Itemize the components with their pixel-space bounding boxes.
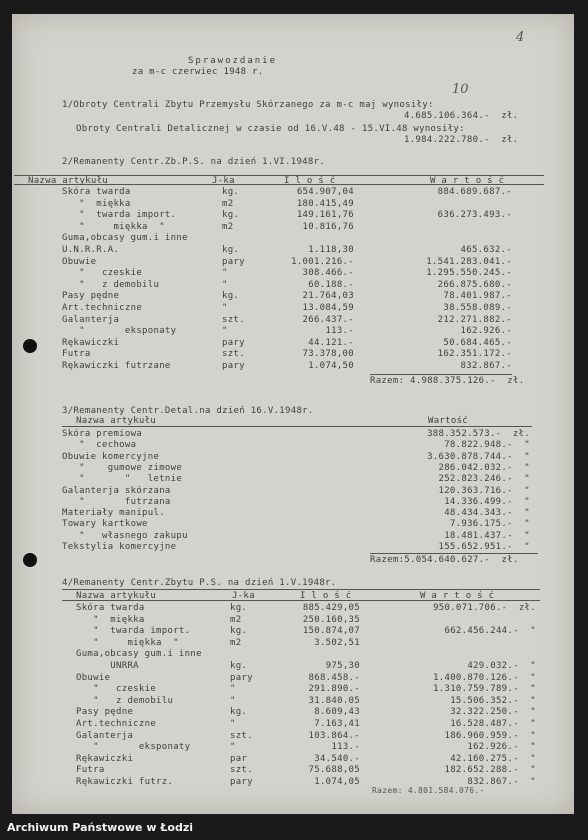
table-cell-unit: kg. (222, 291, 240, 301)
table-cell-qty: 8.609,43 (314, 707, 360, 717)
table-cell-unit: pary (230, 673, 253, 683)
table-cell-qty: 60.188.- (308, 280, 354, 290)
table-cell-name: Galanterja skórzana (62, 486, 171, 496)
section3-header-rule (62, 426, 532, 427)
section2-col-val: W a r t o ś ć (430, 176, 505, 186)
table-cell-qty: 3.502,51 (314, 638, 360, 648)
table-cell-qty: 44.121.- (308, 338, 354, 348)
table-cell-val: 18.481.437.- " (444, 531, 530, 541)
table-cell-qty: 149.161,76 (296, 210, 354, 220)
turnover-line-2: Obroty Centrali Detalicznej w czasie od 16.V.48 - 15.VI.48 wynosiły: (76, 124, 465, 134)
table-cell-unit: " (222, 303, 228, 313)
table-cell-unit: " (230, 696, 236, 706)
table-cell-val: 120.363.716.- " (438, 486, 530, 496)
table-cell-val: 950.071.706.- zł. (433, 603, 536, 613)
table-cell-name: Rękawiczki futrzane (62, 361, 171, 371)
section4-col-qty: I l o ś ć (300, 591, 352, 601)
table-cell-val: 1.541.283.041.- (426, 257, 512, 267)
section4-total: Razem: 4.801.584.076.- (372, 786, 485, 795)
table-cell-unit: szt. (222, 349, 245, 359)
table-cell-unit: " (230, 719, 236, 729)
table-cell-name: " czeskie (76, 684, 157, 694)
section2-col-qty: I l o ś ć (284, 176, 336, 186)
table-cell-qty: 21.764,03 (302, 291, 354, 301)
table-cell-unit: pary (222, 361, 245, 371)
table-cell-val: 266.875.680.- (437, 280, 512, 290)
table-cell-name: Obuwie (76, 673, 111, 683)
table-cell-qty: 266.437.- (302, 315, 354, 325)
table-cell-val: 212.271.882.- (437, 315, 512, 325)
table-cell-val: 78.401.987.- (443, 291, 512, 301)
punch-hole-top (23, 339, 37, 353)
table-cell-unit: m2 (222, 199, 234, 209)
section4-heading: 4/Remanenty Centr.Zbytu P.S. na dzień 1.V.1948r. (62, 578, 337, 588)
table-cell-unit: par (230, 754, 248, 764)
section4-col-unit: J-ka (232, 591, 255, 601)
table-cell-name: U.N.R.R.A. (62, 245, 120, 255)
table-cell-name: " futrzana (62, 497, 171, 507)
table-cell-qty: 113.- (325, 326, 354, 336)
table-cell-val: 16.528.487.- " (450, 719, 536, 729)
table-cell-unit: " (230, 684, 236, 694)
turnover-amount-2: 1.984.222.780.- zł. (404, 135, 519, 145)
table-cell-unit: szt. (230, 731, 253, 741)
table-cell-val: 662.456.244.- " (444, 626, 536, 636)
table-cell-unit: kg. (222, 210, 240, 220)
table-cell-unit: " (222, 280, 228, 290)
table-cell-val: 252.823.246.- " (438, 474, 530, 484)
table-cell-unit: " (222, 268, 228, 278)
table-cell-qty: 13.084,59 (302, 303, 354, 313)
table-cell-qty: 654.907,04 (296, 187, 354, 197)
table-cell-name: Galanterja (76, 731, 134, 741)
table-cell-qty: 885.429,05 (302, 603, 360, 613)
table-cell-qty: 10.816,76 (302, 222, 354, 232)
table-cell-name: Pasy pędne (76, 707, 134, 717)
archive-footer (0, 814, 588, 840)
section2-heading: 2/Remanenty Centr.Zb.P.S. na dzień 1.VI.1948r. (62, 157, 326, 167)
table-cell-qty: 34.540.- (314, 754, 360, 764)
section4-col-val: W a r t o ś ć (420, 591, 495, 601)
table-cell-unit: pary (230, 777, 253, 787)
table-cell-name: " " letnie (62, 474, 183, 484)
table-cell-name: Guma,obcasy gum.i inne (76, 649, 202, 659)
table-cell-val: 14.336.499.- " (444, 497, 530, 507)
table-cell-name: Rękawiczki futrz. (76, 777, 174, 787)
table-cell-name: Futra (62, 349, 91, 359)
table-cell-val: 186.960.959.- " (444, 731, 536, 741)
table-cell-name: " eksponaty (76, 742, 191, 752)
table-cell-qty: 1.074,50 (308, 361, 354, 371)
section2-col-name: Nazwa artykułu (28, 176, 109, 186)
table-cell-val: 7.936.175.- " (449, 519, 530, 529)
table-cell-name: Art.techniczne (76, 719, 157, 729)
table-cell-name: Towary kartkowe (62, 519, 148, 529)
table-cell-unit: kg. (230, 626, 248, 636)
section3-col-name: Nazwa artykułu (76, 416, 157, 426)
table-cell-name: Art.techniczne (62, 303, 143, 313)
table-cell-name: UNRRA (76, 661, 139, 671)
table-cell-qty: 31.840.05 (308, 696, 360, 706)
table-cell-qty: 308.466.- (302, 268, 354, 278)
table-cell-val: 1.310.759.789.- " (433, 684, 536, 694)
archive-label: Archiwum Państwowe w Łodzi (7, 821, 194, 834)
table-cell-unit: " (222, 326, 228, 336)
section3-col-val: Wartość (428, 416, 469, 426)
table-cell-qty: 103.864.- (308, 731, 360, 741)
table-cell-name: " czeskie (62, 268, 143, 278)
table-cell-val: 155.652.951.- " (438, 542, 530, 552)
table-cell-val: 162.351.172.- (437, 349, 512, 359)
table-cell-val: 3.630.878.744.- " (427, 452, 530, 462)
table-cell-name: Rękawiczki (62, 338, 120, 348)
corner-mark: 4 (516, 30, 525, 45)
table-cell-val: 388.352.573.- zł. (427, 429, 530, 439)
table-cell-val: 162.926.- " (467, 742, 536, 752)
table-cell-unit: kg. (222, 187, 240, 197)
table-cell-unit: m2 (230, 615, 242, 625)
table-cell-val: 50.684.465.- (443, 338, 512, 348)
table-cell-val: 832.867.- (460, 361, 512, 371)
table-cell-name: Rękawiczki (76, 754, 134, 764)
table-cell-qty: 113.- (331, 742, 360, 752)
table-cell-qty: 75.688,05 (308, 765, 360, 775)
table-cell-val: 429.032.- " (467, 661, 536, 671)
table-cell-name: " z demobilu (62, 280, 160, 290)
table-cell-val: 636.273.493.- (437, 210, 512, 220)
table-cell-unit: szt. (222, 315, 245, 325)
table-cell-unit: kg. (230, 661, 248, 671)
table-cell-qty: 975,30 (325, 661, 360, 671)
page-mark: 10 (452, 82, 469, 97)
section2-col-unit: J-ka (212, 176, 235, 186)
table-cell-name: " twarda import. (76, 626, 191, 636)
table-cell-name: " miękka (76, 615, 145, 625)
table-cell-qty: 1.118,30 (308, 245, 354, 255)
table-cell-name: Futra (76, 765, 105, 775)
table-cell-name: Tekstylia komercyjne (62, 542, 177, 552)
table-cell-name: Materiały manipul. (62, 508, 165, 518)
table-cell-name: Guma,obcasy gum.i inne (62, 233, 188, 243)
table-cell-val: 15.506.352.- " (450, 696, 536, 706)
table-cell-qty: 1.001.216.- (291, 257, 354, 267)
table-cell-val: 32.322.250.- " (450, 707, 536, 717)
table-cell-name: " miękka (62, 199, 131, 209)
table-cell-name: Skóra premiowa (62, 429, 143, 439)
table-cell-qty: 868.458.- (308, 673, 360, 683)
section2-total: Razem: 4.988.375.126.- zł. (370, 376, 525, 386)
table-cell-val: 1.400.870.126.- " (433, 673, 536, 683)
table-cell-val: 884.689.687.- (437, 187, 512, 197)
table-cell-qty: 180.415,49 (296, 199, 354, 209)
turnover-amount-1: 4.685.106.364.- zł. (404, 111, 519, 121)
table-cell-val: 48.434.343.- " (444, 508, 530, 518)
section3-total: Razem:5.054.640.627.- zł. (370, 555, 519, 565)
table-cell-name: " gumowe zimowe (62, 463, 183, 473)
section4-col-name: Nazwa artykułu (76, 591, 157, 601)
table-cell-unit: kg. (230, 603, 248, 613)
table-cell-name: " z demobilu (76, 696, 174, 706)
table-cell-unit: m2 (230, 638, 242, 648)
turnover-line-1: 1/Obroty Centrali Zbytu Przemysłu Skórzanego za m-c maj wynosiły: (62, 100, 434, 110)
punch-hole-bottom (23, 553, 37, 567)
table-cell-unit: " (230, 742, 236, 752)
table-cell-unit: pary (222, 257, 245, 267)
table-cell-val: 42.160.275.- " (450, 754, 536, 764)
document-subtitle: za m-c czerwiec 1948 r. (132, 67, 264, 77)
table-cell-val: 286.042.032.- " (438, 463, 530, 473)
section4-top-rule (62, 589, 540, 590)
table-cell-val: 78.822.948.- " (444, 440, 530, 450)
table-cell-qty: 250.160,35 (302, 615, 360, 625)
table-cell-name: " eksponaty (62, 326, 177, 336)
table-cell-name: Obuwie (62, 257, 97, 267)
table-cell-name: Galanterja (62, 315, 120, 325)
table-cell-qty: 1.074,05 (314, 777, 360, 787)
table-cell-name: Skóra twarda (76, 603, 145, 613)
section3-total-rule (370, 553, 538, 554)
table-cell-unit: kg. (222, 245, 240, 255)
table-cell-name: " cechowa (62, 440, 137, 450)
table-cell-qty: 73.378,00 (302, 349, 354, 359)
section2-total-rule (370, 374, 512, 375)
table-cell-name: Skóra twarda (62, 187, 131, 197)
document-title: Sprawozdanie (188, 56, 278, 66)
table-cell-name: " miękka " (76, 638, 179, 648)
table-cell-name: " miękka " (62, 222, 165, 232)
table-cell-name: " twarda import. (62, 210, 177, 220)
table-cell-val: 38.558.089.- (443, 303, 512, 313)
table-cell-val: 465.632.- (460, 245, 512, 255)
table-cell-qty: 150.874,07 (302, 626, 360, 636)
table-cell-unit: m2 (222, 222, 234, 232)
table-cell-val: 162.926.- (460, 326, 512, 336)
table-cell-qty: 7.163,41 (314, 719, 360, 729)
table-cell-qty: 291.890.- (308, 684, 360, 694)
table-cell-name: " własnego zakupu (62, 531, 188, 541)
table-cell-val: 182.652.288.- " (444, 765, 536, 775)
table-cell-unit: szt. (230, 765, 253, 775)
section3-heading: 3/Remanenty Centr.Detal.na dzień 16.V.1948r. (62, 406, 314, 416)
table-cell-name: Obuwie komercyjne (62, 452, 160, 462)
table-cell-val: 832.867.- " (467, 777, 536, 787)
table-cell-val: 1.295.550.245.- (426, 268, 512, 278)
table-cell-unit: pary (222, 338, 245, 348)
table-cell-unit: kg. (230, 707, 248, 717)
table-cell-name: Pasy pędne (62, 291, 120, 301)
